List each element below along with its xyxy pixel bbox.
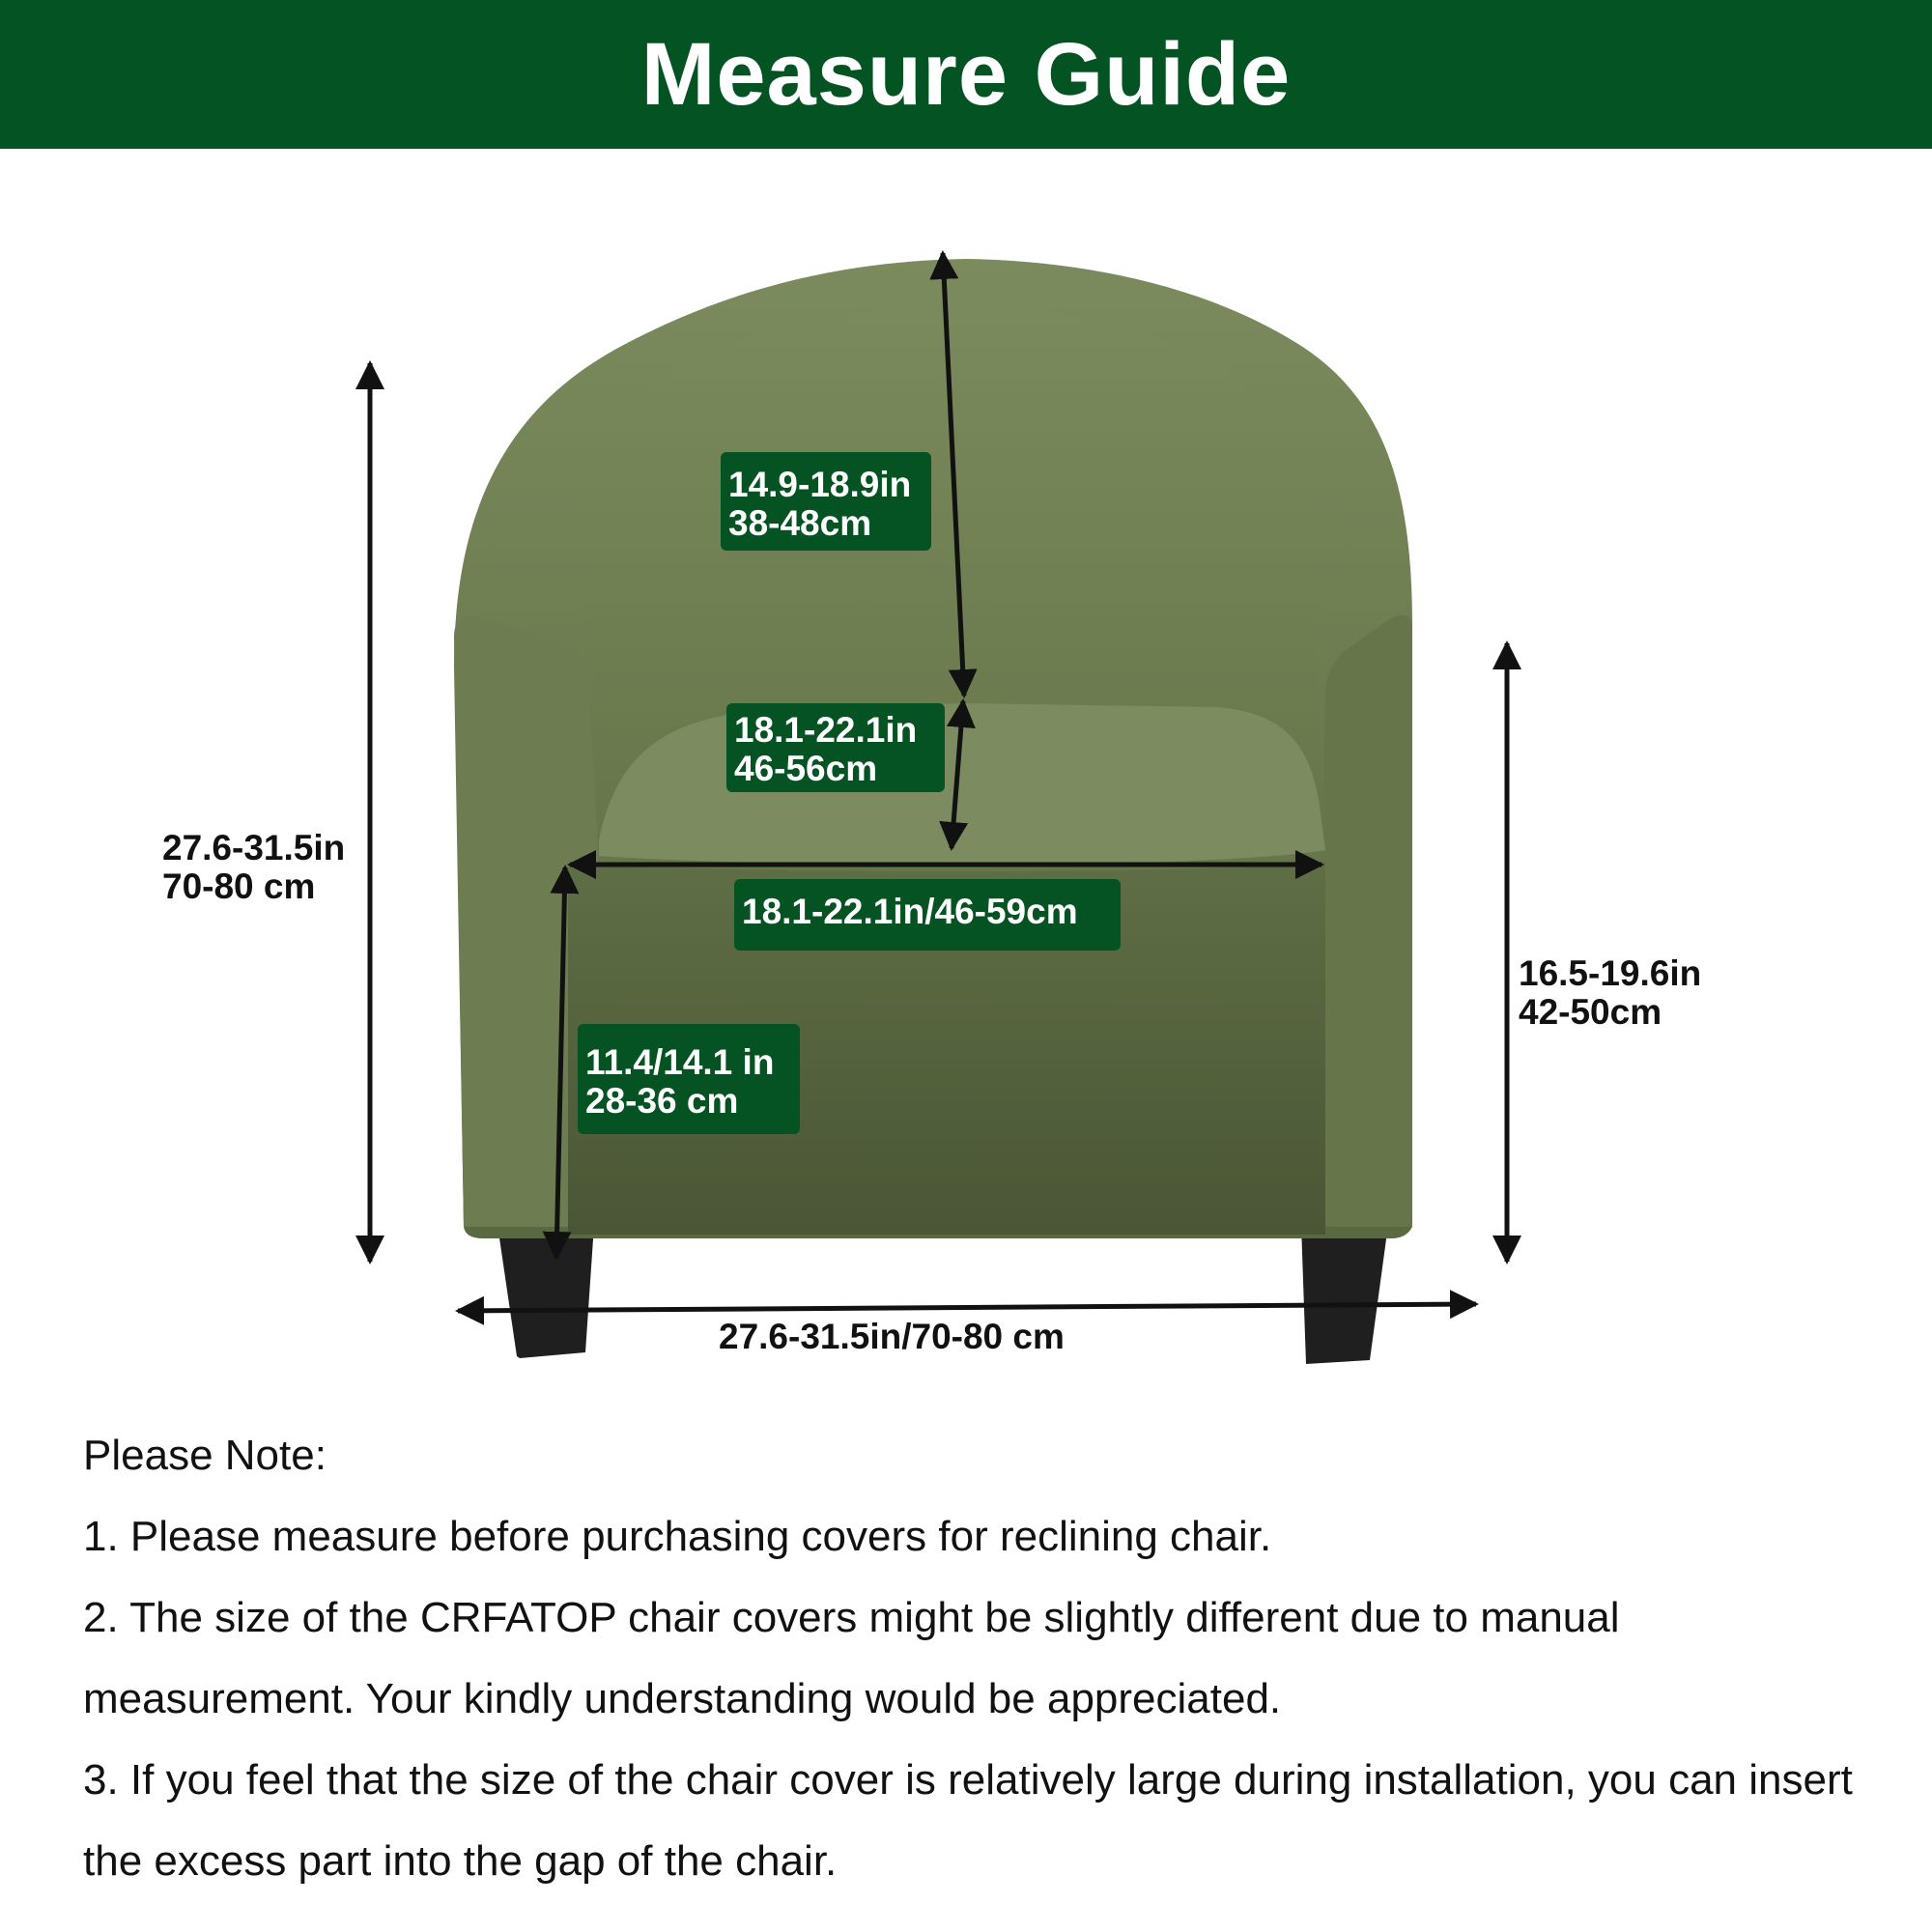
- seat-depth-badge: [726, 703, 945, 792]
- arm-height-cm: 42-50cm: [1519, 992, 1662, 1032]
- seat-width-text: 18.1-22.1in/46-59cm: [742, 892, 1078, 931]
- front-height-cm: 28-36 cm: [585, 1081, 739, 1121]
- front-height-badge: [578, 1024, 800, 1134]
- overall-width-text: 27.6-31.5in/70-80 cm: [719, 1317, 1065, 1356]
- front-height-in: 11.4/14.1 in: [585, 1042, 775, 1082]
- front-left-leg: [497, 1225, 594, 1358]
- header-banner: [0, 0, 1932, 149]
- front-right-leg: [1301, 1225, 1388, 1364]
- seat-depth-cm: 46-56cm: [734, 749, 878, 788]
- overall-height-label: [162, 829, 345, 906]
- note-item-1: 1. Please measure before purchasing covers for reclining chair.: [83, 1513, 1272, 1560]
- notes-section: [83, 1415, 1880, 1902]
- note-item-3: 3. If you feel that the size of the chair cover is relatively large during installation, you can insert the excess part into the gap of the chair.: [83, 1756, 1853, 1885]
- overall-height-in: 27.6-31.5in: [162, 828, 346, 867]
- arm-height-label: [1519, 954, 1701, 1032]
- chair-illustration: [0, 149, 1932, 1405]
- seat-depth-in: 18.1-22.1in: [734, 710, 918, 750]
- measurement-diagram: [0, 149, 1932, 1405]
- page-title: Measure Guide: [640, 24, 1292, 124]
- notes-heading: Please Note:: [83, 1432, 327, 1479]
- overall-width-label: [719, 1318, 1065, 1356]
- back-height-badge: [721, 452, 931, 551]
- overall-height-cm: 70-80 cm: [162, 867, 316, 906]
- note-item-2: 2. The size of the CRFATOP chair covers might be slightly different due to manual measurement. Your kindly understanding would be appreciated.: [83, 1594, 1620, 1722]
- right-arm: [1321, 615, 1412, 1227]
- seat-width-badge: [734, 879, 1121, 951]
- arm-height-in: 16.5-19.6in: [1519, 953, 1702, 993]
- back-height-cm: 38-48cm: [728, 503, 872, 543]
- back-height-in: 14.9-18.9in: [728, 465, 912, 504]
